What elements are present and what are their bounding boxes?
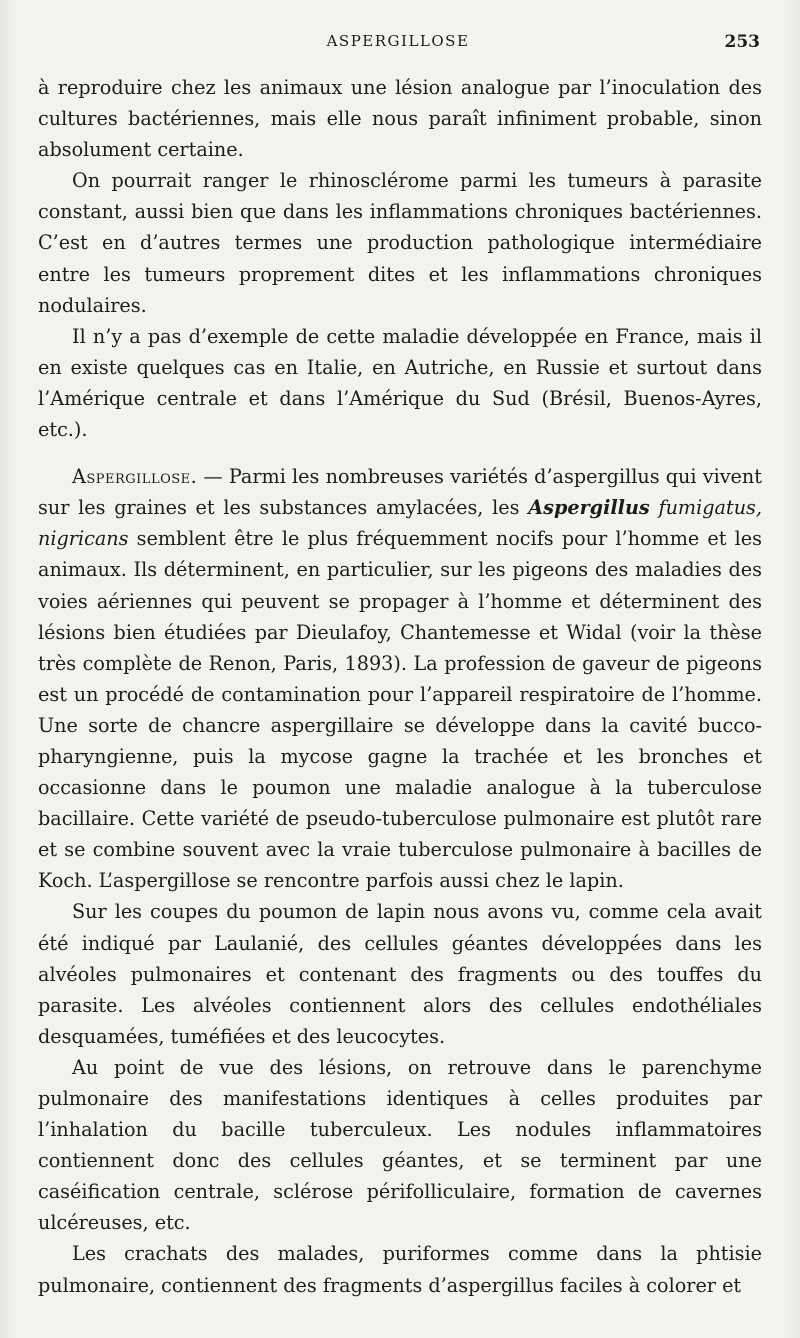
paragraph-lesions: Au point de vue des lésions, on retrouve dans le parenchyme pulmonaire des manifestations identiques à celles produites par l’inhalation du bacille tuberculeux. Les nodules inflammatoires contiennent donc des cellules géantes, et se terminent par une caséification centrale, sclérose périfolliculaire, formation de cavernes ulcéreuses, etc. — [38, 1055, 762, 1235]
species-names-italic: fumigatus, nigricans — [38, 496, 762, 551]
section-text-b: semblent être le plus fréquemment nocifs pour l’homme et les animaux. Ils déterminent, en particulier, sur les pigeons des maladies des voies aériennes qui peuvent se propager à l’homme et déterminent des lésions bien étudiées par Dieulafoy, Chantemesse et Widal (voir la thèse très complète de Renon, Paris, 1893). La profession de gaveur de pigeons est un procédé de contamination pour l’appareil respiratoire de l’homme. Une sorte de chancre aspergillaire se développe dans la cavité bucco-pharyngienne, puis la mycose gagne la trachée et les bronches et occasionne dans le poumon une maladie analogue à la tuberculose bacillaire. Cette variété de pseudo-tuberculose pulmonaire est plutôt rare et se combine souvent avec la vraie tuberculose pulmonaire à bacilles de Koch. L’aspergillose se rencontre parfois aussi chez le lapin. — [38, 527, 762, 893]
page-header — [36, 28, 760, 58]
body-text — [38, 72, 762, 1301]
paragraph-sputum: Les crachats des malades, puriformes comme dans la phtisie pulmonaire, contiennent des fragments d’aspergillus faciles à colorer et — [38, 1242, 762, 1297]
paragraph-geographic-distribution: Il n’y a pas d’exemple de cette maladie développée en France, mais il en existe quelques cas en Italie, en Autriche, en Russie et surtout dans l’Amérique centrale et dans l’Amérique du Sud (Brésil, Buenos-Ayres, etc.). — [38, 324, 762, 442]
paragraph-rhinoscleroma-classification: On pourrait ranger le rhinosclérome parmi les tumeurs à parasite constant, aussi bien que dans les inflammations chroniques bactériennes. C’est en d’autres termes une production pathologique intermédiaire entre les tumeurs proprement dites et les inflammations chroniques nodulaires. — [38, 169, 762, 317]
paragraph-rabbit-lung-sections: Sur les coupes du poumon de lapin nous avons vu, comme cela avait été indiqué par Laulanié, des cellules géantes développées dans les alvéoles pulmonaires et contenant des fragments ou des touffes du parasite. Les alvéoles contiennent alors des cellules endothéliales desquamées, tuméfiées et des leucocytes. — [38, 900, 762, 1048]
paragraph-continuation: à reproduire chez les animaux une lésion analogue par l’inoculation des cultures bactériennes, mais elle nous paraît infiniment probable, sinon absolument certaine. — [38, 76, 762, 162]
section-heading: Aspergillose. — [72, 465, 198, 489]
paragraph-aspergillose-section — [38, 461, 762, 896]
running-title: ASPERGILLOSE — [326, 32, 470, 50]
page-number: 253 — [724, 32, 760, 52]
species-name-bold: Aspergillus — [528, 496, 650, 520]
section-text-a: — Parmi les nombreuses variétés d’aspergillus qui vivent sur les graines et les substances amylacées, les — [38, 465, 762, 520]
